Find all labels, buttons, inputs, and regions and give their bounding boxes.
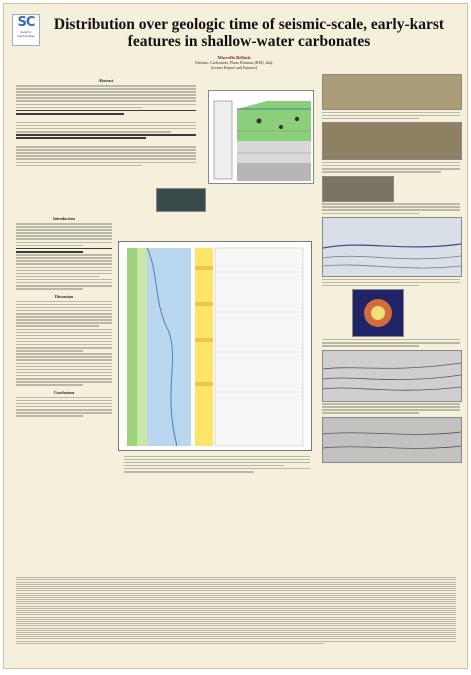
seismic-map-colored bbox=[352, 289, 404, 337]
seismic-section-1-drawing bbox=[323, 218, 461, 276]
poster bbox=[3, 3, 468, 669]
seismic-section-1 bbox=[322, 217, 462, 277]
karst-cave-photo bbox=[322, 176, 394, 202]
affiliation-2: (former Repsol and Equinor) bbox=[210, 65, 258, 70]
seismic-section-3 bbox=[322, 417, 462, 463]
author-block bbox=[154, 55, 314, 70]
affiliation-1: (Seismic Carbonates, Plano Romano (RM), Italy bbox=[195, 60, 273, 65]
karst-schematic-figure bbox=[208, 90, 314, 184]
author-name: Marcello Bellotti bbox=[217, 55, 251, 60]
seismic-map-drawing bbox=[353, 290, 403, 336]
conclusions-heading: Conclusions bbox=[53, 389, 75, 395]
left-column bbox=[16, 74, 196, 168]
seismic-section-2 bbox=[322, 350, 462, 402]
outcrop-photo-2 bbox=[322, 122, 462, 160]
logo-caption-2: Carbonates bbox=[17, 34, 35, 38]
geologic-time-chart-drawing bbox=[119, 242, 311, 450]
outcrop-photo-1 bbox=[322, 74, 462, 110]
references-block bbox=[16, 576, 456, 645]
seismic-example-photo bbox=[156, 188, 206, 212]
logo-caption-1: Seismic bbox=[20, 30, 32, 34]
discussion-heading: Discussion bbox=[54, 293, 73, 299]
karst-schematic-drawing bbox=[209, 91, 313, 183]
right-column bbox=[322, 74, 460, 463]
poster-title: Distribution over geologic time of seismic-scale, early-karst features in shallow-water carbonates bbox=[53, 16, 445, 50]
geologic-time-chart bbox=[118, 241, 312, 451]
logo-mark: SC bbox=[17, 15, 35, 30]
seismic-section-3-drawing bbox=[323, 418, 461, 462]
abstract-heading: Abstract bbox=[98, 78, 114, 83]
introduction-heading: Introduction bbox=[53, 216, 75, 221]
seismic-carbonates-logo bbox=[12, 14, 40, 46]
chart-caption bbox=[124, 454, 310, 474]
seismic-section-2-drawing bbox=[323, 351, 461, 401]
left-lower-column bbox=[16, 212, 112, 418]
